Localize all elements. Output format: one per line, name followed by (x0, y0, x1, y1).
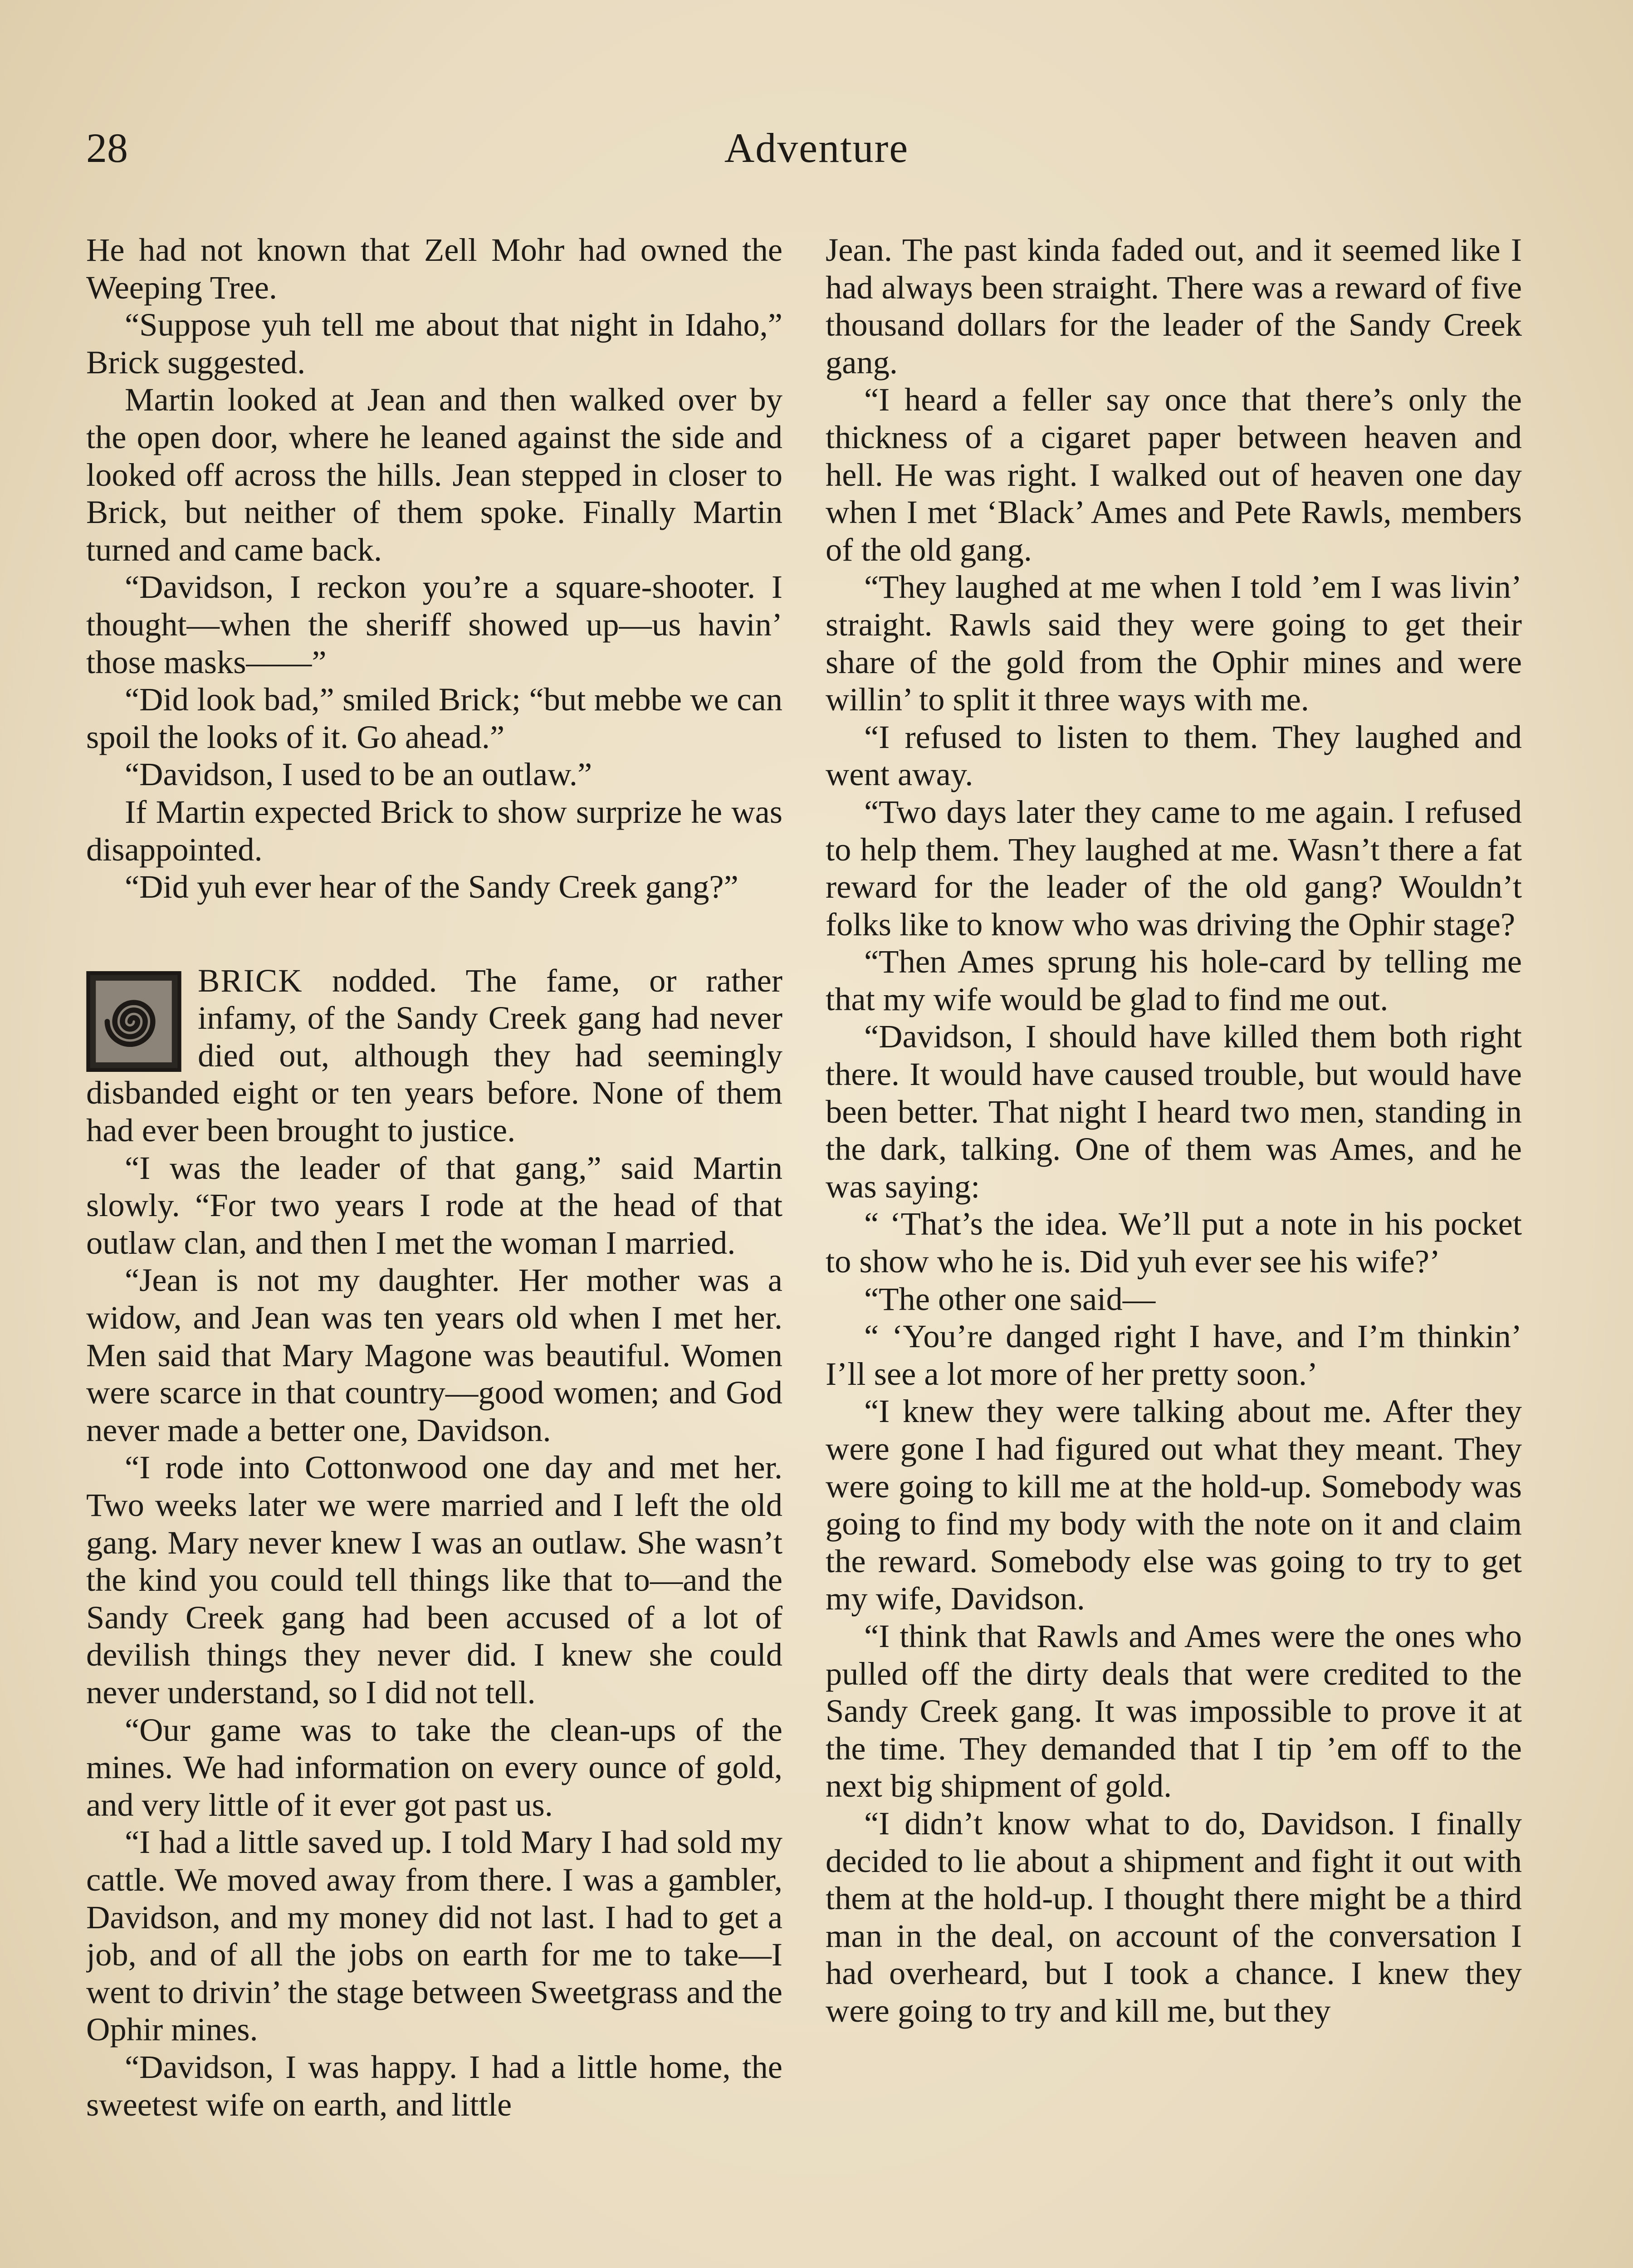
right-column (826, 231, 1522, 2268)
paragraph: “Jean is not my daughter. Her mother was a widow, and Jean was ten years old when I met her. Men said that Mary Magone was beautiful. Women were scarce in that country—good women; and God never made a better one, Davidson. (86, 1261, 782, 1448)
paragraph: “ ‘That’s the idea. We’ll put a note in his pocket to show who he is. Did yuh ever see his wife?’ (826, 1205, 1522, 1280)
paragraph: “They laughed at me when I told ’em I was livin’ straight. Rawls said they were going to get their share of the gold from the Ophir mines and were willin’ to split it three ways with me. (826, 568, 1522, 718)
paragraph: “ ‘You’re danged right I have, and I’m thinkin’ I’ll see a lot more of her pretty soon.’ (826, 1318, 1522, 1392)
running-title: Adventure (724, 125, 909, 171)
section-text: nodded. The fame, or rather infamy, of the Sandy Creek gang had never died out, although they had seemingly disbanded eight or ten years before. None of them had ever been brought to justice. (86, 962, 782, 1149)
paragraph: “I knew they were talking about me. After they were gone I had figured out what they meant. They were going to kill me at the hold-up. Somebody was going to find my body with the note on it and claim the reward. Somebody else was going to try to get my wife, Davidson. (826, 1393, 1522, 1617)
swirl-ornament-icon (86, 971, 181, 1072)
paragraph: “Our game was to take the clean-ups of the mines. We had information on every ounce of gold, and very little of it ever got past us. (86, 1711, 782, 1823)
paragraph: “Then Ames sprung his hole-card by telling me that my wife would be glad to find me out. (826, 943, 1522, 1017)
paragraph: “Suppose yuh tell me about that night in Idaho,” Brick suggested. (86, 306, 782, 381)
paragraph: “Davidson, I was happy. I had a little home, the sweetest wife on earth, and little (86, 2048, 782, 2123)
section-opening-paragraph (86, 962, 782, 1149)
paragraph: “Davidson, I reckon you’re a square-shooter. I thought—when the sheriff showed up—us havin’ those masks——” (86, 568, 782, 680)
paragraph: “Did look bad,” smiled Brick; “but mebbe we can spoil the looks of it. Go ahead.” (86, 681, 782, 755)
paragraph: “I heard a feller say once that there’s only the thickness of a cigaret paper between heaven and hell. He was right. I walked out of heaven one day when I met ‘Black’ Ames and Pete Rawls, members of the old gang. (826, 381, 1522, 568)
paragraph: “I rode into Cottonwood one day and met her. Two weeks later we were married and I left the old gang. Mary never knew I was an outlaw. She wasn’t the kind you could tell things like that to—and the Sandy Creek gang had been accused of a lot of devilish things they never did. I knew she could never understand, so I did not tell. (86, 1449, 782, 1711)
section-first-word: BRICK (198, 962, 303, 999)
paragraph: Jean. The past kinda faded out, and it seemed like I had always been straight. There was a reward of five thousand dollars for the leader of the Sandy Creek gang. (826, 231, 1522, 381)
paragraph: Martin looked at Jean and then walked over by the open door, where he leaned against the side and looked off across the hills. Jean stepped in closer to Brick, but neither of them spoke. Finally Martin turned and came back. (86, 381, 782, 568)
paragraph: “I think that Rawls and Ames were the ones who pulled off the dirty deals that were credited to the Sandy Creek gang. It was impossible to prove it at the time. They demanded that I tip ’em off to the next big shipment of gold. (826, 1617, 1522, 1804)
paragraph: “Two days later they came to me again. I refused to help them. They laughed at me. Wasn’t there a fat reward for the leader of the old gang? Wouldn’t folks like to know who was driving the Ophir stage? (826, 793, 1522, 943)
paragraph: He had not known that Zell Mohr had owned the Weeping Tree. (86, 231, 782, 306)
paragraph: “The other one said— (864, 1280, 1156, 1317)
page-number: 28 (86, 125, 128, 171)
paragraph: “I was the leader of that gang,” said Martin slowly. “For two years I rode at the head of that outlaw clan, and then I met the woman I married. (86, 1149, 782, 1261)
paragraph: “Davidson, I used to be an outlaw.” (125, 756, 592, 793)
paragraph: “Davidson, I should have killed them both right there. It would have caused trouble, but would have been better. That night I heard two men, standing in the dark, talking. One of them was Ames, and he was saying: (826, 1018, 1522, 1205)
paragraph: “I refused to listen to them. They laughed and went away. (826, 718, 1522, 793)
paragraph: If Martin expected Brick to show surprize he was disappointed. (86, 793, 782, 868)
page-header (86, 109, 1547, 191)
left-column (86, 231, 782, 2268)
paragraph: “I didn’t know what to do, Davidson. I finally decided to lie about a shipment and fight it out with them at the hold-up. I thought there might be a third man in the deal, on account of the conversation I had overheard, but I took a chance. I knew they were going to try and kill me, but they (826, 1804, 1522, 2029)
paragraph: “I had a little saved up. I told Mary I had sold my cattle. We moved away from there. I was a gambler, Davidson, and my money did not last. I had to get a job, and of all the jobs on earth for me to take—I went to drivin’ the stage between Sweetgrass and the Ophir mines. (86, 1823, 782, 2048)
paragraph: “Did yuh ever hear of the Sandy Creek gang?” (125, 868, 738, 905)
